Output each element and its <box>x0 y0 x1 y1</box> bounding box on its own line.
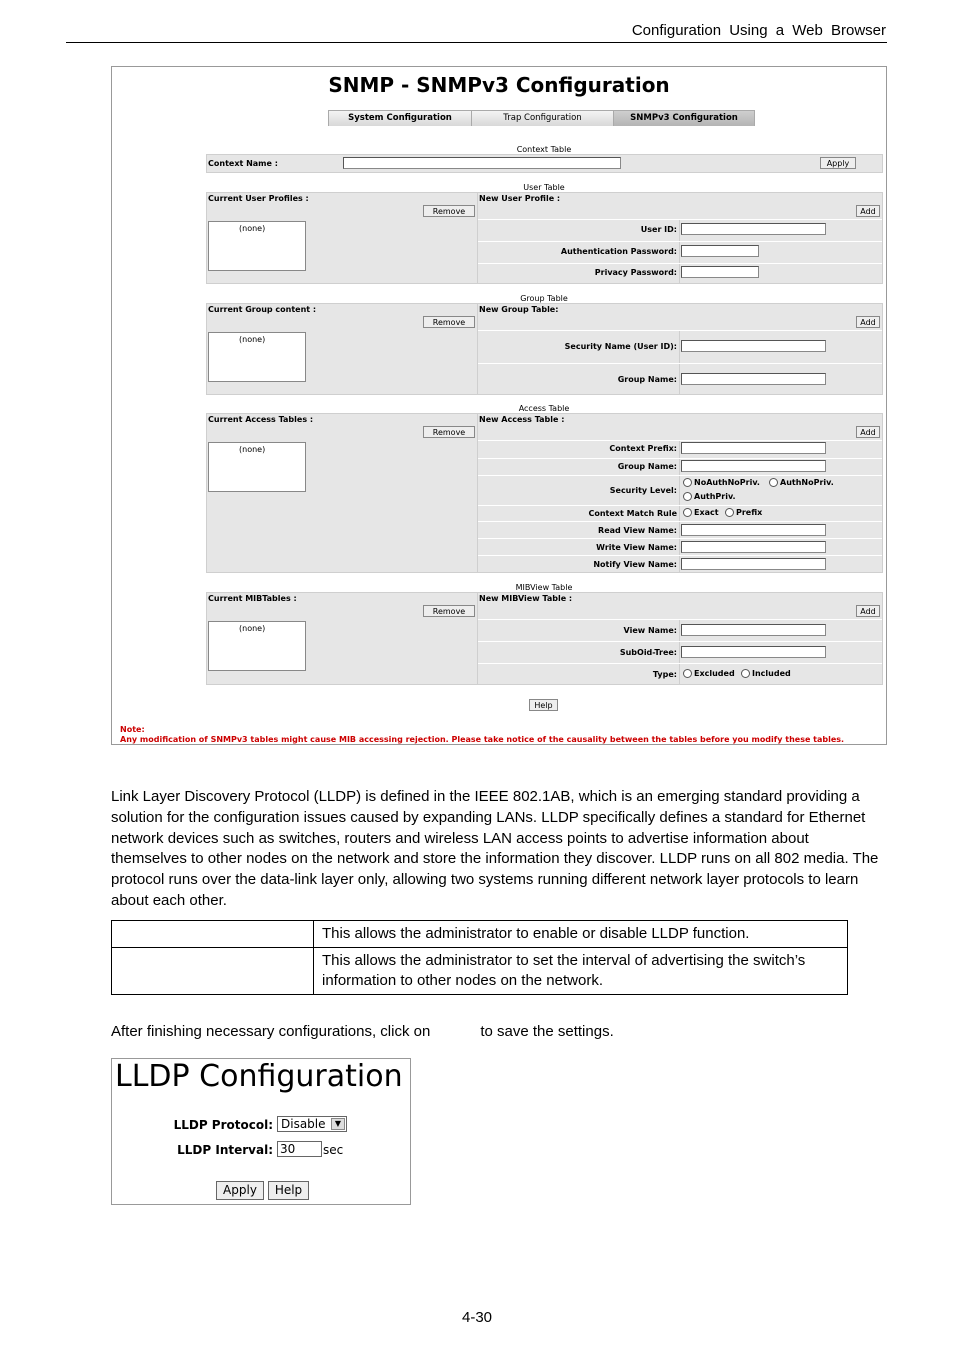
context-apply-button[interactable]: Apply <box>820 157 856 169</box>
radio-icon[interactable] <box>683 508 692 517</box>
auth-password-label: Authentication Password: <box>560 247 677 256</box>
snmpv3-screenshot <box>111 66 887 745</box>
group-content-list[interactable]: (none) <box>208 332 306 382</box>
note-text: Any modification of SNMPv3 tables might cause MIB accessing rejection. Please take notice of the causality between the tables before you modify these tables. <box>120 735 845 744</box>
context-prefix-input[interactable] <box>681 442 826 454</box>
header-rule <box>66 42 887 43</box>
new-group-table-label: New Group Table: <box>479 305 559 314</box>
radio-icon[interactable] <box>725 508 734 517</box>
security-authpriv-option[interactable]: AuthPriv. <box>683 492 736 501</box>
radio-icon[interactable] <box>741 669 750 678</box>
lldp-parameter-table <box>111 920 848 995</box>
group-remove-button[interactable]: Remove <box>423 316 475 328</box>
privacy-password-label: Privacy Password: <box>594 268 677 277</box>
notify-view-name-label: Notify View Name: <box>593 560 677 569</box>
new-user-profile-label: New User Profile : <box>479 194 561 203</box>
radio-icon[interactable] <box>769 478 778 487</box>
header-title: Configuration Using a Web Browser <box>631 22 886 39</box>
chevron-down-icon[interactable]: ▼ <box>331 1118 345 1130</box>
param-name <box>112 921 314 948</box>
access-add-button[interactable]: Add <box>856 426 880 438</box>
lldp-protocol-label: LLDP Protocol: <box>173 1118 273 1132</box>
auth-password-input[interactable] <box>681 245 759 257</box>
lldp-interval-label: LLDP Interval: <box>177 1143 273 1157</box>
user-id-input[interactable] <box>681 223 826 235</box>
group-table-title: Group Table <box>520 294 568 303</box>
user-remove-button[interactable]: Remove <box>423 205 475 217</box>
lldp-protocol-select[interactable]: Disable ▼ <box>277 1116 347 1132</box>
note-label: Note: <box>120 725 145 734</box>
tab-system-configuration[interactable]: System Configuration <box>328 110 472 126</box>
radio-icon[interactable] <box>683 492 692 501</box>
access-tables-list[interactable]: (none) <box>208 442 306 492</box>
tab-snmpv3-configuration[interactable]: SNMPv3 Configuration <box>613 110 755 126</box>
suboid-tree-input[interactable] <box>681 646 826 658</box>
security-name-input[interactable] <box>681 340 826 352</box>
match-exact-option[interactable]: Exact <box>683 508 719 517</box>
table-row <box>112 948 848 995</box>
mib-add-button[interactable]: Add <box>856 605 880 617</box>
lldp-description: Link Layer Discovery Protocol (LLDP) is defined in the IEEE 802.1AB, which is an emerging standard providing a solution for the configuration issues caused by expanding LANs. LLDP specifically defines a standard for Ethernet network devices such as switches, routers and wireless LAN access points to advertise information about themselves to other nodes on the network and store the information they discover. LLDP runs on all 802 media. The protocol runs over the data-link layer only, allowing two systems running different network layer protocols to learn about each other. <box>111 788 879 909</box>
lldp-apply-button[interactable]: Apply <box>216 1181 264 1200</box>
after-configuration-text: After finishing necessary configurations, click on to save the settings. <box>111 1023 614 1040</box>
tab-trap-configuration[interactable]: Trap Configuration <box>471 110 614 126</box>
read-view-name-label: Read View Name: <box>598 526 677 535</box>
notify-view-name-input[interactable] <box>681 558 826 570</box>
mibview-table-title: MIBView Table <box>515 583 573 592</box>
context-name-input[interactable] <box>343 157 621 169</box>
group-name-label: Group Name: <box>617 375 677 384</box>
privacy-password-input[interactable] <box>681 266 759 278</box>
radio-icon[interactable] <box>683 669 692 678</box>
security-name-label: Security Name (User ID): <box>564 342 677 351</box>
view-name-input[interactable] <box>681 624 826 636</box>
lldp-screenshot <box>111 1058 411 1205</box>
context-name-label: Context Name : <box>208 159 278 168</box>
write-view-name-input[interactable] <box>681 541 826 553</box>
context-prefix-label: Context Prefix: <box>609 444 677 453</box>
access-remove-button[interactable]: Remove <box>423 426 475 438</box>
new-access-table-label: New Access Table : <box>479 415 565 424</box>
suboid-tree-label: SubOid-Tree: <box>619 648 677 657</box>
context-table-title: Context Table <box>516 145 572 154</box>
param-description: This allows the administrator to set the interval of advertising the switch’s information to other nodes on the network. <box>314 948 848 995</box>
current-user-profiles-label: Current User Profiles : <box>208 194 309 203</box>
read-view-name-input[interactable] <box>681 524 826 536</box>
user-table <box>206 192 883 284</box>
security-level-label: Security Level: <box>609 486 677 495</box>
param-name <box>112 948 314 995</box>
group-name-input[interactable] <box>681 373 826 385</box>
match-prefix-option[interactable]: Prefix <box>725 508 762 517</box>
user-table-title: User Table <box>523 183 565 192</box>
type-excluded-option[interactable]: Excluded <box>683 669 735 678</box>
security-authnopriv-option[interactable]: AuthNoPriv. <box>769 478 834 487</box>
mib-remove-button[interactable]: Remove <box>423 605 475 617</box>
write-view-name-label: Write View Name: <box>596 543 677 552</box>
user-add-button[interactable]: Add <box>856 205 880 217</box>
access-group-name-input[interactable] <box>681 460 826 472</box>
lldp-interval-input[interactable]: 30 <box>277 1141 322 1157</box>
snmp-help-button[interactable]: Help <box>529 699 558 711</box>
access-group-name-label: Group Name: <box>617 462 677 471</box>
current-access-tables-label: Current Access Tables : <box>208 415 314 424</box>
new-mibview-table-label: New MIBView Table : <box>479 594 573 603</box>
table-row <box>112 921 848 948</box>
user-id-label: User ID: <box>640 225 677 234</box>
access-table-title: Access Table <box>518 404 570 413</box>
type-label: Type: <box>652 670 677 679</box>
radio-icon[interactable] <box>683 478 692 487</box>
group-add-button[interactable]: Add <box>856 316 880 328</box>
view-name-label: View Name: <box>623 626 677 635</box>
snmp-page-title: SNMP - SNMPv3 Configuration <box>328 73 670 97</box>
lldp-interval-unit: sec <box>323 1143 344 1157</box>
security-noauthnopriv-option[interactable]: NoAuthNoPriv. <box>683 478 760 487</box>
type-included-option[interactable]: Included <box>741 669 791 678</box>
lldp-title: LLDP Configuration <box>115 1059 403 1094</box>
user-profiles-list[interactable]: (none) <box>208 221 306 271</box>
page-number: 4-30 <box>461 1309 493 1326</box>
mibtables-list[interactable]: (none) <box>208 621 306 671</box>
lldp-help-button[interactable]: Help <box>268 1181 309 1200</box>
current-mibtables-label: Current MIBTables : <box>208 594 297 603</box>
param-description: This allows the administrator to enable or disable LLDP function. <box>314 921 848 948</box>
context-match-rule-label: Context Match Rule <box>588 509 677 518</box>
current-group-content-label: Current Group content : <box>208 305 317 314</box>
